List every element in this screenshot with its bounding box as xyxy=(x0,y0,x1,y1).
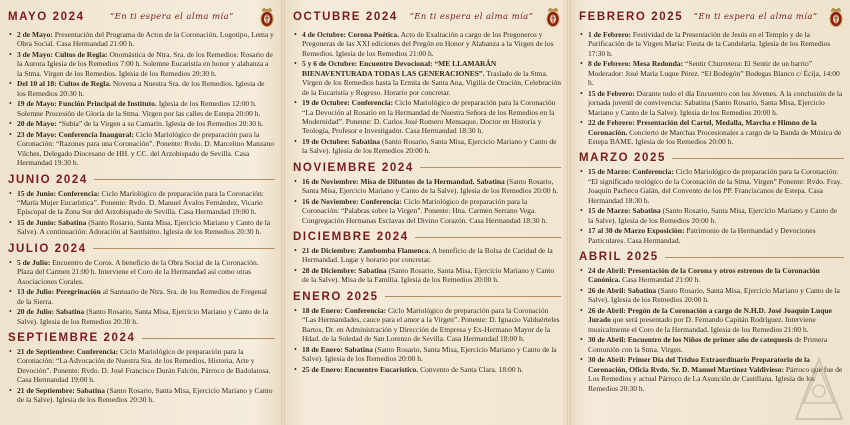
month-heading xyxy=(579,251,844,263)
event-date: 15 de Febrero: xyxy=(588,88,635,98)
event-item xyxy=(293,345,561,364)
event-description: (Santo Rosario, Santa Misa, Ejercicio Mariano y Canto de la Salve). Iglesia de los Remedios 20:00 h. xyxy=(302,137,557,156)
watermark-crown-icon xyxy=(790,353,848,423)
crest-icon xyxy=(545,6,561,28)
divider xyxy=(665,257,844,258)
event-description: Párroco que fue de Los Remedios y actual Párroco de La Asunción de Castillana. Iglesia de los Remedios 20:30 h. xyxy=(588,364,843,393)
crest-icon xyxy=(828,6,844,28)
month-heading xyxy=(8,243,275,255)
event-description: (Santo Rosario, Santa Misa, Ejercicio Mariano y Canto de la Salve). Iglesia de los Remedios 20:00 h. xyxy=(588,286,840,305)
event-description: Ciclo Mariológico de preparación para la Coronación: “Palabras sobre la Virgen”. Ponente: Hna. Carmen Serrano Vega. Congregación Hermanas Esclavas del Divino Corazón. Casa Hermandad 18:30 h. xyxy=(302,196,548,225)
event-description: Ciclo Mariológico de preparación para la Coronación: “Razones para una Coronación”. Ponente: Rvdo. D. Marcelino Manzano Vilches, Delegado Diocesano de HH. y CC. del Arzobispado de Sevilla. Casa Hermandad 19:30 h. xyxy=(17,130,275,168)
month-title: FEBRERO 2025 xyxy=(579,11,684,23)
month-heading xyxy=(8,332,275,344)
event-description: Casa Hermandad 21:00 h. xyxy=(620,275,701,285)
event-date: 15 de Junio: Conferencia: xyxy=(17,188,100,198)
month-title: MARZO 2025 xyxy=(579,152,666,165)
month-title: JULIO 2024 xyxy=(8,242,87,255)
event-date: 26 de Abril: Pregón de la Coronación a cargo de N.H.D. José Joaquín Luque Jurado xyxy=(588,306,832,325)
event-description: que será presentado por D. Fernando Capitán Rodríguez. Interviene musicalmente el Coro de la Hermandad. Iglesia de los Remedios 21:00 h. xyxy=(588,315,816,334)
event-date: 30 de Abril: Primer Día del Triduo Extraordinario Preparatorio de la Coronación, Oficia Rvdo. Sr. D. Manuel Martínez Valdivieso: xyxy=(588,355,810,374)
event-list xyxy=(293,246,561,285)
event-item xyxy=(8,50,275,78)
event-item xyxy=(8,386,275,405)
event-date: 30 de Abril: Encuentro de los Niños de primer año de catequesis xyxy=(588,335,793,345)
event-item xyxy=(293,59,561,97)
month-title: ABRIL 2025 xyxy=(579,251,659,264)
event-item xyxy=(293,246,561,265)
event-date: 16 de Noviembre: Misa de Difuntos de la Hermandad. Sabatina xyxy=(302,176,505,186)
event-item xyxy=(579,286,844,305)
event-description: Ciclo Mariológico de preparación para la Coronación: “El significado teológico de la Coronación de la Stma. Virgen” Ponente: Rvdo. Fray. Joaquín Pacheco Galán, del Convento de los PP. Franciscanos de Estepa. Casa Hermandad 18:30 h. xyxy=(588,167,842,205)
event-description: Onomástica de Ntra. Sra. de los Remedios: Rosario de la Aurora Iglesia de los Remedios 7:00 h. Solemne Eucaristía en honor y alabanza a la Stma. Virgen de los Remedios. Iglesia de los Remedios 20:30 h. xyxy=(17,50,273,78)
month-title: DICIEMBRE 2024 xyxy=(293,231,409,244)
month-title: JUNIO 2024 xyxy=(8,173,88,186)
panel-header xyxy=(293,6,561,28)
month-heading xyxy=(293,231,561,243)
event-item xyxy=(293,137,561,156)
event-date: 18 de Enero: Sabatina xyxy=(302,344,373,354)
event-list xyxy=(293,30,561,156)
motto-text: “En ti espera el alma mía” xyxy=(693,12,818,22)
event-description: Ciclo Mariológico de preparación para la Coronación “Las Hermandades, cauce para el amor a la Virgen”. Ponente: D. Ignacio Valduérteles Bartos, Dr. en Administración y Dirección de Empresa y Ex-Hermano Mayor de la Hdad. de la Soledad de San Lorenzo de Sevilla. Casa Hermandad 18:00 h. xyxy=(302,305,560,344)
divider xyxy=(415,237,561,238)
month-title: OCTUBRE 2024 xyxy=(293,11,398,23)
event-date: 21 de Septiembre: Sabatina xyxy=(17,385,105,395)
event-item xyxy=(579,206,844,225)
event-description: Traslado de la Stma. Virgen de los Remedios hasta la Ermita de Santa Ana, Vigilia de Oración, Celebración de la Eucaristía y Regreso. Horario por concretar. xyxy=(302,68,561,97)
event-description: “Sentir Churretera: El Sentir de un barrio” Moderador: José María Luque Pérez. “El Bodegón” Bodegas Blanco c/ Écija, 14:00 h. xyxy=(588,59,840,88)
divider xyxy=(672,158,844,159)
month-title: MAYO 2024 xyxy=(8,11,85,23)
panel-header xyxy=(579,6,844,28)
event-item xyxy=(8,30,275,49)
event-description: (Santo Rosario, Santa Misa, Ejercicio Mariano y Canto de la Salve). Iglesia de los Remedios 20:00 h. xyxy=(302,344,557,364)
event-description: Novena a Nuestra Sra. de los Remedios. Iglesia de los Remedios 20:30 h. xyxy=(17,79,265,98)
event-date: 5 y 6 de Octubre: Encuentro Devocional: “ME LLAMARÁN BIENAVENTURADA TODAS LAS GENERACIONES”. xyxy=(302,59,497,78)
event-item xyxy=(579,30,844,58)
month-heading xyxy=(8,174,275,186)
event-description: (Santo Rosario, Santa Misa, Ejercicio Mariano y Canto de la Salve). A continuación: Adoración al Santísimo. Iglesia de los Remedios 20:30 h. xyxy=(17,218,271,237)
event-date: 24 de Abril: Presentación de la Corona y otros estrenos de la Coronación Canónica. xyxy=(588,266,820,285)
event-description: al Santuario de Ntra. Sra. de los Remedios de Fregenal de la Sierra. xyxy=(17,287,268,306)
event-item xyxy=(8,130,275,168)
event-list xyxy=(579,167,844,245)
event-description: (Santo Rosario, Santa Misa, Ejercicio Mariano y Canto de la Salve). Iglesia de los Remedios 20:00 h. xyxy=(588,206,838,225)
month-title: ENERO 2025 xyxy=(293,290,379,303)
event-description: (Santo Rosario, Santa Misa, Ejercicio Mariano y Canto de la Salve). Iglesia de los Remedios 20:30 h. xyxy=(17,385,273,405)
divider xyxy=(93,248,275,249)
event-date: 21 de Septiembre: Conferencia: xyxy=(17,347,119,357)
event-item xyxy=(8,79,275,98)
month-title: NOVIEMBRE 2024 xyxy=(293,161,414,174)
event-description: Festividad de la Presentación de Jesús en el Templo y de la Purificación de la Virgen María: Fiesta de la Candelaria. Iglesia de los Remedios 17:30 h. xyxy=(588,30,831,58)
column-2 xyxy=(285,0,567,425)
event-date: 5 de Julio: xyxy=(17,257,51,267)
event-description: Ciclo Mariológico de preparación para la Coronación “La Devoción al Rosario en la Hermandad de Nuestra Señora de los Remedios en la Modernidad”. Ponente: D. Carlos José Romero Mensaque, Doctor en Historia y Teología, Profesor e Investigador. Casa Hermandad 18:30 h. xyxy=(302,98,556,136)
panel-header xyxy=(8,6,275,28)
event-list xyxy=(293,306,561,374)
event-item xyxy=(8,347,275,385)
event-item xyxy=(579,266,844,285)
event-item xyxy=(293,30,561,58)
event-date: 23 de Mayo: Conferencia Inaugural: xyxy=(17,130,134,139)
event-item xyxy=(8,218,275,237)
event-date: 19 de Mayo: Función Principal de Instituto. xyxy=(17,99,157,109)
divider xyxy=(94,179,275,180)
event-item xyxy=(579,226,844,245)
divider xyxy=(385,296,561,297)
event-item xyxy=(579,167,844,205)
event-description: Ciclo Mariológico de preparación para la Coronación: “La Advocación de Nuestra Sra. de los Remedios, Historia, Arte y Devoción”. Ponente: Rvdo. D. José Francisco Durán Falcón, Párroco de Badolatosa. Casa Hermandad 19:00 h. xyxy=(17,347,271,385)
event-date: 8 de Febrero: Mesa Redonda: xyxy=(588,59,684,69)
column-1 xyxy=(0,0,281,425)
event-item xyxy=(8,287,275,306)
event-item xyxy=(293,266,561,285)
motto-text: “En ti espera el alma mía” xyxy=(409,12,534,22)
event-date: 20 de Julio: Sabatina xyxy=(17,307,85,317)
event-list xyxy=(8,347,275,405)
event-date: 16 de Noviembre: Conferencia: xyxy=(302,196,402,206)
event-description: Presentación del Programa de Actos de la Coronación, Logotipo, Lema y Obra Social. Casa Hermandad 21:00 h. xyxy=(17,30,274,49)
event-item xyxy=(8,119,275,128)
divider xyxy=(142,338,275,339)
event-description: (Santo Rosario, Santa Misa, Ejercicio Mariano y Canto de la Salve). Misa de la Familia. Iglesia de los Remedios 20:00 h. xyxy=(302,266,555,285)
event-item xyxy=(293,197,561,225)
event-description: (Santo Rosario, Santa Misa, Ejercicio Mariano y Canto de la Salve). Iglesia de los Remedios 20:00 h. xyxy=(302,176,558,196)
event-description: Iglesia de los Remedios 12:00 h. Solemne Procesión de Gloria de la Stma. Virgen por las calles de Estepa 20:00 h. xyxy=(17,99,261,118)
event-description: de Primera Comunión con la Stma. Virgen. xyxy=(588,335,828,354)
month-heading xyxy=(579,152,844,164)
event-description: Durante todo el día Encuentro con los Jóvenes. A la conclusión de la jornada juvenil de convivencia: Sabatina (Santo Rosario, Santa Misa, Ejercicio Mariano y Canto de la Salve). Iglesia de los Remedios 20:00 h. xyxy=(588,88,843,117)
event-item xyxy=(8,258,275,286)
event-list xyxy=(293,177,561,225)
event-description: Ciclo Mariológico de preparación para la Coronación: “María Mujer Eucarística”. Ponente: Rvdo. D. Manuel Ávalos Fernández, Vicario Episcopal de la Zona Sur del Arzobispado de Sevilla. Casa Hermandad 19:00 h. xyxy=(17,188,264,217)
month-heading xyxy=(293,162,561,174)
event-item xyxy=(293,177,561,196)
event-list xyxy=(8,189,275,237)
event-date: 17 al 30 de Marzo Exposición: xyxy=(588,226,685,236)
event-item xyxy=(8,189,275,217)
event-item xyxy=(579,306,844,334)
event-date: 19 de Octubre: Sabatina xyxy=(302,137,380,147)
event-description: Acto de Exaltación a cargo de los Pregoneros y Pregoneras de las XXI ediciones del Pregón en Honor y Alabanza a la Virgen de los Remedios. Iglesia de los Remedios 21:00 h. xyxy=(302,30,554,58)
event-item xyxy=(579,89,844,117)
event-item xyxy=(293,365,561,374)
event-item xyxy=(579,59,844,87)
event-description: Patrimonio de la Hermandad y Devociones Particulares. Casa Hermandad. xyxy=(588,226,816,245)
event-date: 25 de Enero: Encuentro Eucarístico. xyxy=(302,364,419,374)
event-date: 3 de Mayo: Cultos de Regla: xyxy=(17,50,108,59)
event-date: 4 de Octubre: Corona Poética. xyxy=(302,30,399,39)
event-item xyxy=(293,98,561,136)
event-description: Encuentro de Coros. A beneficio de la Obra Social de la Coronación. Plaza del Carmen 21:00 h. Interviene el Coro de la Hermandad así como otras Asociaciones Corales. xyxy=(17,257,259,286)
event-item xyxy=(579,335,844,354)
event-item xyxy=(8,99,275,118)
event-description: Convento de Santa Clara. 18:00 h. xyxy=(418,364,524,374)
event-date: 20 de Mayo: xyxy=(17,119,57,129)
crest-icon xyxy=(259,6,275,28)
event-date: 15 de Junio: Sabatina xyxy=(17,218,87,228)
event-item xyxy=(8,307,275,326)
event-description: Concierto de Marchas Procesionales a cargo de la Banda de Música de Estepa BAME. Iglesia de los Remedios 20:00 h. xyxy=(588,127,842,147)
month-heading xyxy=(293,291,561,303)
event-date: 18 de Enero: Conferencia: xyxy=(302,305,387,315)
event-date: 26 de Abril: Sabatina xyxy=(588,286,657,296)
event-item xyxy=(293,306,561,344)
event-description: (Santo Rosario, Santa Misa, Ejercicio Mariano y Canto de la Salve). Iglesia de los Remedios 20:30 h. xyxy=(17,307,269,326)
event-date: 15 de Marzo: Sabatina xyxy=(588,206,661,216)
event-date: 2 de Mayo: xyxy=(17,30,53,39)
event-description: A beneficio de la Bolsa de Caridad de la Hermandad. Lugar y horario por concretar. xyxy=(302,246,553,265)
event-date: 22 de Febrero: Presentación del Cartel, Medalla, Marcha e Himno de la Coronación. xyxy=(588,118,817,137)
event-date: 15 de Marzo: Conferencia: xyxy=(588,167,674,177)
motto-text: “En ti espera el alma mía” xyxy=(109,12,234,22)
event-description: “Subía” de la Virgen a su Camarín. Iglesia de los Remedios 20:30 h. xyxy=(56,119,264,129)
event-date: Del 10 al 18: Cultos de Regla. xyxy=(17,79,111,89)
event-list xyxy=(579,30,844,146)
event-date: 1 de Febrero: xyxy=(588,30,632,39)
event-date: 13 de Julio: Peregrinación xyxy=(17,287,101,297)
event-list xyxy=(8,258,275,326)
event-item xyxy=(579,118,844,146)
month-title: SEPTIEMBRE 2024 xyxy=(8,332,136,345)
event-list xyxy=(8,30,275,168)
event-date: 21 de Diciembre: Zambomba Flamenca. xyxy=(302,246,431,256)
event-date: 19 de Octubre: Conferencia: xyxy=(302,98,394,108)
event-date: 28 de Diciembre: Sabatina xyxy=(302,266,387,276)
divider xyxy=(420,167,561,168)
